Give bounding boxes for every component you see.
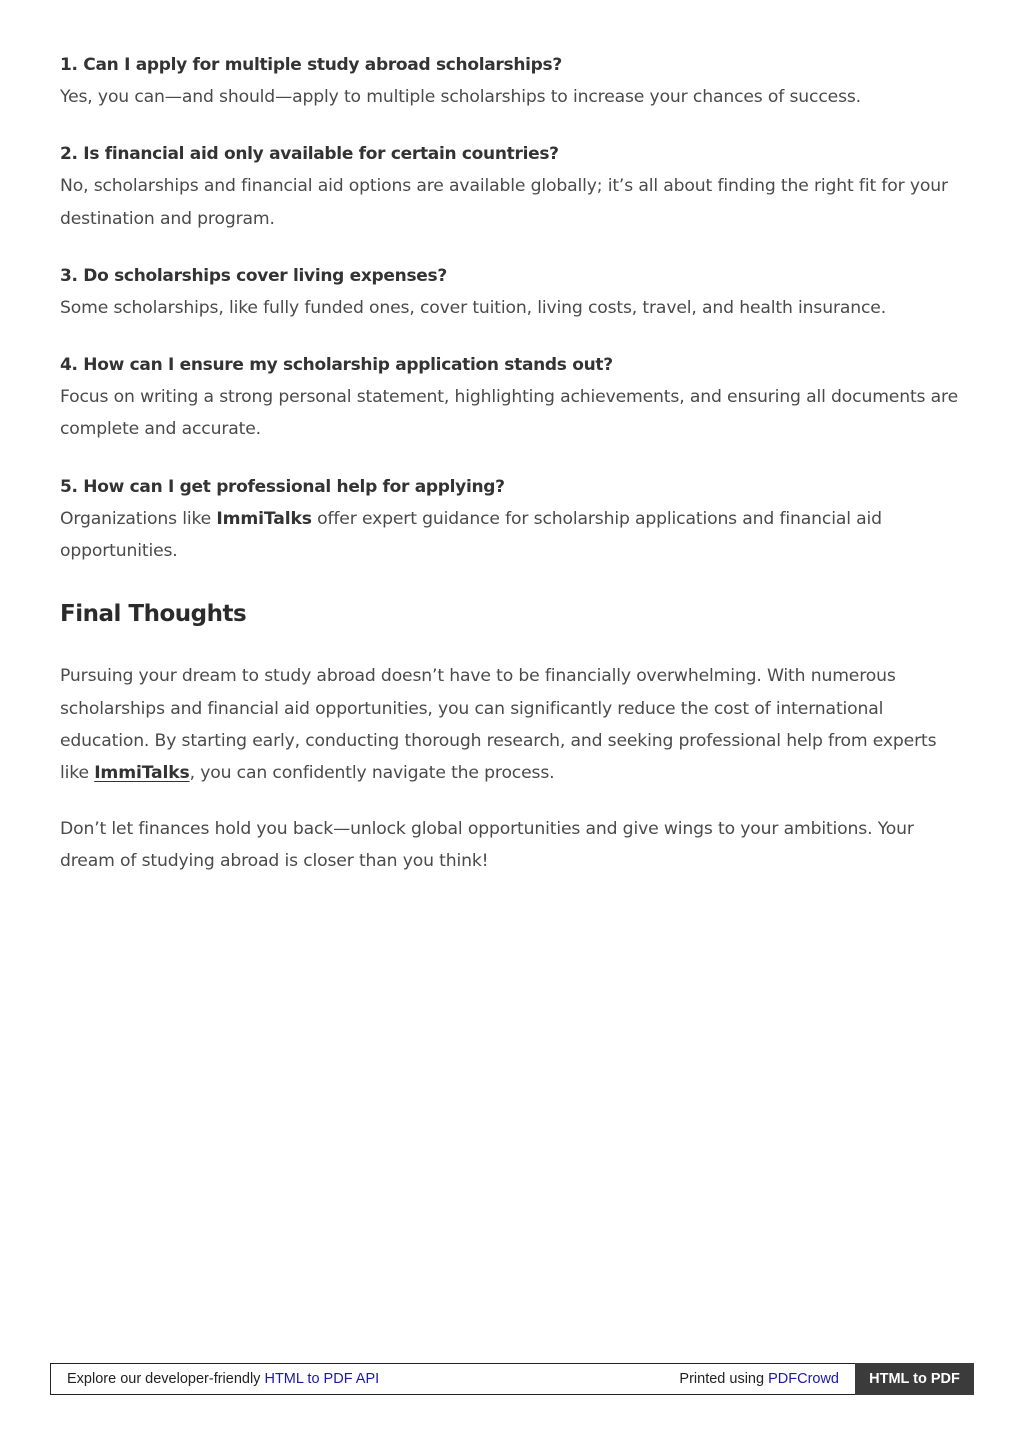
pdfcrowd-link[interactable]: PDFCrowd (768, 1371, 839, 1387)
article-content (60, 50, 970, 900)
faq-question: 3. Do scholarships cover living expenses? (60, 265, 447, 286)
faq-answer: No, scholarships and financial aid options are available globally; it’s all about finding the right fit for your destination and program. (60, 176, 948, 229)
faq-answer: Focus on writing a strong personal statement, highlighting achievements, and ensuring all documents are complete and accurate. (60, 387, 959, 440)
faq-item (60, 261, 970, 324)
immitalks-link[interactable]: ImmiTalks (94, 763, 190, 784)
faq-item (60, 472, 970, 568)
section-title: Final Thoughts (60, 601, 247, 628)
faq-answer (60, 503, 970, 568)
footer-right (679, 1364, 839, 1394)
footer-right-text: Printed using (679, 1371, 769, 1387)
closing-paragraph: Don’t let finances hold you back—unlock global opportunities and give wings to your ambitions. Your dream of studying abroad is closer than you think! (60, 818, 914, 871)
faq-question: 2. Is financial aid only available for certain countries? (60, 144, 559, 165)
footer-left-text: Explore our developer-friendly (67, 1371, 265, 1387)
faq-answer-suffix: offer expert guidance for scholarship applications and financial aid opportunities. (60, 508, 882, 562)
faq-question: 5. How can I get professional help for applying? (60, 476, 505, 497)
footer-left (67, 1364, 379, 1394)
faq-answer: Some scholarships, like fully funded ones, cover tuition, living costs, travel, and health insurance. (60, 297, 887, 318)
faq-answer-prefix: Organizations like (60, 508, 217, 529)
faq-item (60, 350, 970, 446)
brand-name: ImmiTalks (216, 508, 312, 529)
pdf-footer-bar (50, 1363, 974, 1395)
faq-item (60, 50, 970, 113)
faq-question: 4. How can I ensure my scholarship application stands out? (60, 355, 613, 376)
faq-item (60, 139, 970, 235)
faq-answer: Yes, you can—and should—apply to multiple scholarships to increase your chances of success. (60, 87, 861, 107)
faq-question: 1. Can I apply for multiple study abroad scholarships? (60, 55, 562, 75)
paragraph-prefix: Pursuing your dream to study abroad doesn’t have to be financially overwhelming. With numerous scholarships and financial aid opportunities, you can significantly reduce the cost of international education. By starting early, conducting thorough research, and seeking professional help from experts like (60, 666, 937, 784)
html-to-pdf-badge[interactable]: HTML to PDF (855, 1363, 974, 1395)
final-thoughts-paragraph (60, 660, 970, 789)
paragraph-suffix: , you can confidently navigate the process. (189, 763, 555, 784)
html-to-pdf-api-link[interactable]: HTML to PDF API (264, 1371, 380, 1387)
